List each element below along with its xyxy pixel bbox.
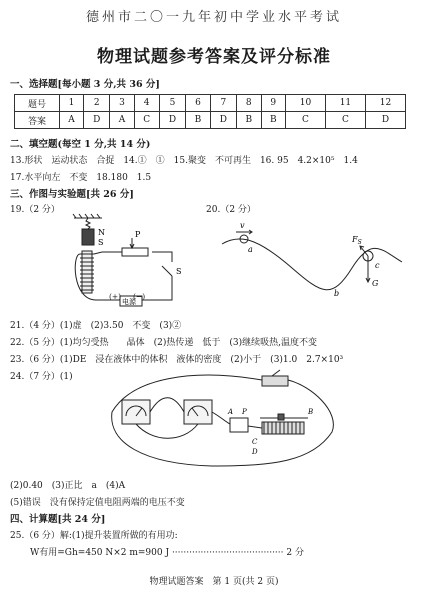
slider-p-label-2: P <box>242 408 247 416</box>
question-number: 9 <box>261 95 285 112</box>
question-number: 10 <box>285 95 325 112</box>
answer-cell: C <box>134 112 159 129</box>
answer-cell: C <box>285 112 325 129</box>
minus-terminal-label: (−) <box>133 292 146 301</box>
question-number: 1 <box>60 95 84 112</box>
answer-cell: D <box>84 112 110 129</box>
section4-heading: 四、计算题[共 24 分] <box>10 514 106 525</box>
pole-s-label: S <box>98 238 104 247</box>
section3-heading: 三、作图与实验题[共 26 分] <box>10 189 134 200</box>
q19-label: 19.（2 分） <box>10 205 60 215</box>
question-number: 8 <box>237 95 261 112</box>
question-number: 7 <box>210 95 236 112</box>
question-number: 11 <box>325 95 365 112</box>
page-footer: 物理试题答案 第 1 页(共 2 页) <box>149 577 279 587</box>
q23-answer: 23.（6 分）(1)DE 浸在液体中的体积 液体的密度 (2)小于 (3)1.0 2.7×10³ <box>10 355 344 365</box>
exam-header: 德州市二〇一九年初中学业水平考试 <box>85 10 342 25</box>
q24-answer-3: (5)错误 没有保持定值电阻两端的电压不变 <box>10 498 185 508</box>
question-number: 6 <box>186 95 210 112</box>
row-label-answer: 答案 <box>15 112 60 129</box>
q25-intro: 25.（6 分）解:(1)提升装置所做的有用功: <box>10 531 178 541</box>
answer-cell: B <box>261 112 285 129</box>
question-number: 3 <box>110 95 134 112</box>
question-number: 4 <box>134 95 159 112</box>
row-label-question: 题号 <box>15 95 60 112</box>
question-number: 12 <box>365 95 405 112</box>
ball-on-track-diagram <box>222 222 402 300</box>
table-row <box>15 112 406 129</box>
plus-terminal-label: (+) <box>109 292 122 301</box>
page-title: 物理试题参考答案及评分标准 <box>97 47 331 67</box>
electromagnet-circuit-diagram <box>62 214 192 306</box>
answer-cell: D <box>159 112 185 129</box>
switch-s-label: S <box>176 267 182 276</box>
question-number: 5 <box>159 95 185 112</box>
normal-force-label <box>351 235 362 246</box>
q25-formula: W有用=Gh=450 N×2 m=900 J ······································· 2 分 <box>30 548 304 558</box>
slider-p-label: P <box>135 230 141 239</box>
answer-cell: D <box>365 112 405 129</box>
terminal-a-label: A <box>228 408 234 416</box>
answer-table <box>14 94 406 129</box>
q24-answer-2: (2)0.40 (3)正比 a (4)A <box>10 481 126 491</box>
answer-cell: A <box>110 112 134 129</box>
section2-heading: 二、填空题(每空 1 分,共 14 分) <box>10 139 151 150</box>
terminal-d-label: D <box>252 448 258 456</box>
answer-cell: D <box>210 112 236 129</box>
terminal-c-label: C <box>252 438 258 446</box>
answer-cell: B <box>237 112 261 129</box>
fill-answers-line1: 13.形状 运动状态 合捉 14.① ① 15.聚变 不可再生 16. 95 4.2×10⁵ 1.4 <box>10 156 358 166</box>
q24-label: 24.（7 分）(1) <box>10 372 73 382</box>
question-number: 2 <box>84 95 110 112</box>
power-label: 电源 <box>122 298 136 306</box>
normal-force-subscript: S <box>357 239 362 246</box>
answer-cell: C <box>325 112 365 129</box>
point-b-label: b <box>334 289 340 298</box>
terminal-b-label: B <box>308 408 314 416</box>
pole-n-label: N <box>98 228 105 237</box>
table-row <box>15 95 406 112</box>
section1-heading: 一、选择题[每小题 3 分,共 36 分] <box>10 79 160 90</box>
q22-answer: 22.（5 分）(1)均匀受热 晶体 (2)热传递 低于 (3)继续吸热,温度不变 <box>10 338 318 348</box>
q20-label: 20.（2 分） <box>206 205 256 215</box>
point-a-label: a <box>248 245 253 254</box>
normal-force-f: F <box>352 235 358 244</box>
velocity-v-label: v <box>240 221 245 230</box>
q21-answer: 21.（4 分）(1)虚 (2)3.50 不变 (3)② <box>10 321 182 331</box>
answer-cell: B <box>186 112 210 129</box>
fill-answers-line2: 17.水平向左 不变 18.180 1.5 <box>10 173 152 183</box>
gravity-g-label: G <box>372 279 379 288</box>
point-c-label: c <box>375 261 380 270</box>
answer-cell: A <box>60 112 84 129</box>
meter-circuit-diagram <box>112 372 344 468</box>
